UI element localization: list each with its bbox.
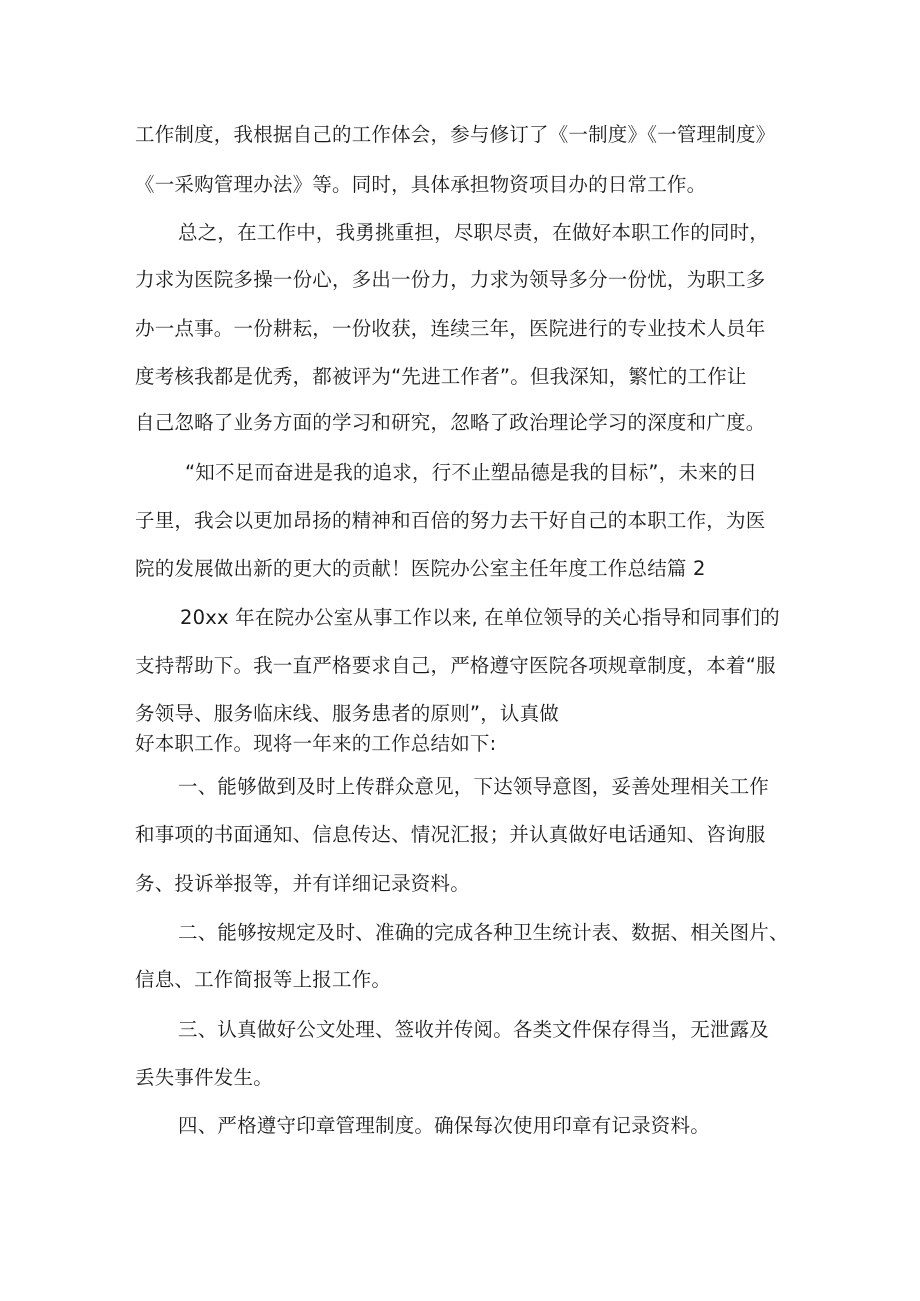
text-line: 丢失事件发生。	[135, 1066, 273, 1089]
text-line: 院的发展做出新的更大的贡献！医院办公室主任年度工作总结篇 2	[135, 557, 706, 580]
text-line: 四、严格遵守印章管理制度。确保每次使用印章有记录资料。	[178, 1114, 710, 1137]
text-line: 务、投诉举报等，并有详细记录资料。	[135, 872, 470, 895]
text-line: 自己忽略了业务方面的学习和研究，忽略了政治理论学习的深度和广度。	[135, 411, 766, 434]
text-line: 好本职工作。现将一年来的工作总结如下:	[135, 732, 497, 755]
text-line: 务领导、服务临床线、服务患者的原则”，认真做	[135, 702, 560, 725]
text-line: 20xx 年在院办公室从事工作以来, 在单位领导的关心指导和同事们的	[180, 606, 780, 629]
text-line: 一、能够做到及时上传群众意见，下达领导意图，妥善处理相关工作	[178, 775, 770, 798]
text-line: 《一采购管理办法》等。同时，具体承担物资项目办的日常工作。	[135, 173, 707, 196]
text-line: “知不足而奋进是我的追求，行不止塑品德是我的目标”，未来的日	[185, 461, 758, 484]
text-line: 度考核我都是优秀，都被评为“先进工作者”。但我深知，繁忙的工作让	[135, 365, 747, 388]
text-line: 办一点事。一份耕耘，一份收获，连续三年，医院进行的专业技术人员年	[135, 317, 766, 340]
text-line: 子里，我会以更加昂扬的精神和百倍的努力去干好自己的本职工作，为医	[135, 509, 766, 532]
text-line: 二、能够按规定及时、准确的完成各种卫生统计表、数据、相关图片、	[178, 921, 789, 944]
text-line: 信息、工作简报等上报工作。	[135, 968, 392, 991]
text-line: 和事项的书面通知、信息传达、情况汇报；并认真做好电话通知、咨询服	[135, 823, 766, 846]
text-line: 工作制度，我根据自己的工作体会，参与修订了《一制度》《一管理制度》	[135, 123, 776, 146]
text-line: 总之，在工作中，我勇挑重担，尽职尽责，在做好本职工作的同时，	[178, 221, 770, 244]
text-line: 力求为医院多操一份心，多出一份力，力求为领导多分一份忧，为职工多	[135, 268, 766, 291]
text-line: 支持帮助下。我一直严格要求自己，严格遵守医院各项规章制度，本着“服	[135, 654, 776, 677]
text-line: 三、认真做好公文处理、签收并传阅。各类文件保存得当，无泄露及	[178, 1018, 770, 1041]
